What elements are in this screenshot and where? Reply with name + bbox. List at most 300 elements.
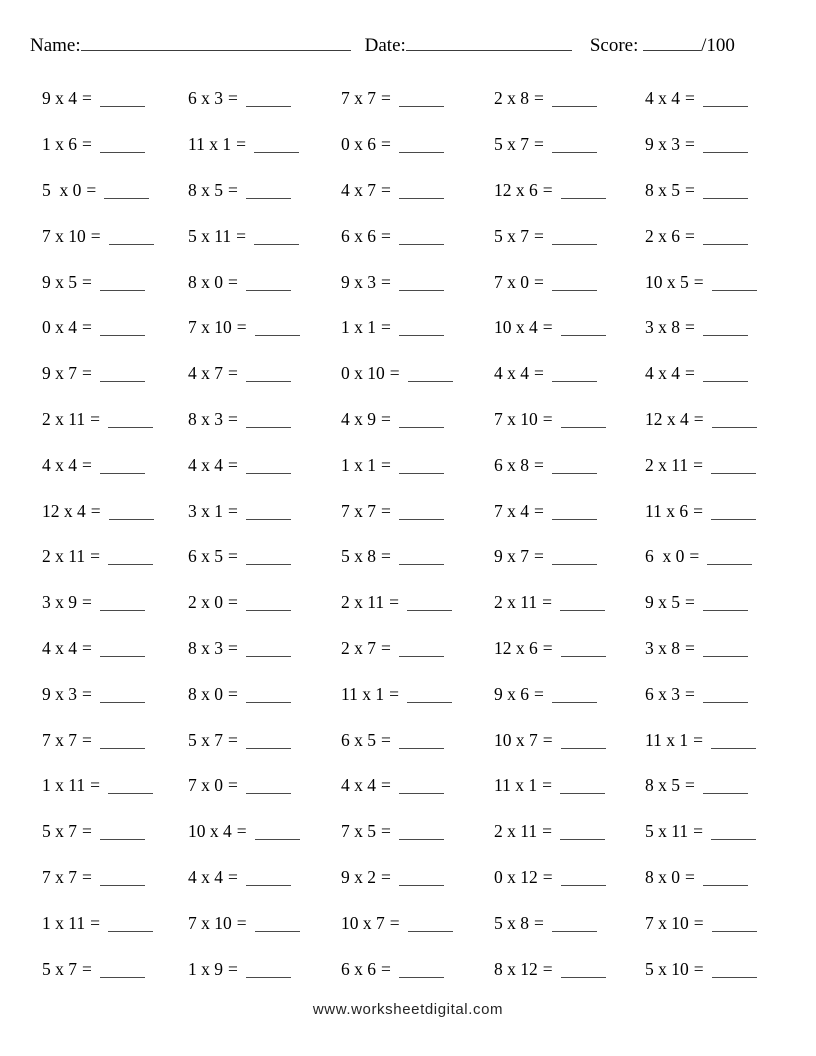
equals-sign: = bbox=[236, 225, 246, 246]
problem-text: 12 x 6 bbox=[494, 179, 538, 200]
equals-sign: = bbox=[685, 363, 695, 384]
answer-blank[interactable] bbox=[408, 368, 453, 382]
problem-text: 3 x 8 bbox=[645, 317, 680, 338]
equals-sign: = bbox=[693, 958, 704, 979]
equals-sign: = bbox=[542, 866, 553, 887]
problem-text: 10 x 7 bbox=[494, 729, 538, 750]
problem-text: 2 x 6 bbox=[645, 225, 680, 246]
problem-text: 7 x 7 bbox=[341, 88, 376, 109]
equals-sign: = bbox=[685, 179, 695, 200]
equals-sign: = bbox=[381, 775, 391, 796]
answer-blank[interactable] bbox=[100, 368, 145, 382]
answer-blank[interactable] bbox=[108, 780, 153, 794]
problem-text: 7 x 10 bbox=[188, 317, 232, 338]
answer-blank[interactable] bbox=[104, 185, 149, 199]
problem-text: 5 x 0 bbox=[42, 179, 82, 200]
equals-sign: = bbox=[534, 134, 544, 155]
answer-blank[interactable] bbox=[108, 414, 153, 428]
problem-text: 6 x 6 bbox=[341, 958, 376, 979]
answer-blank[interactable] bbox=[254, 231, 299, 245]
answer-blank[interactable] bbox=[254, 139, 299, 153]
problem-15-4 bbox=[494, 730, 645, 751]
equals-sign: = bbox=[542, 317, 553, 338]
problem-4-5 bbox=[645, 226, 786, 247]
name-field bbox=[30, 33, 351, 59]
equals-sign: = bbox=[389, 592, 399, 613]
problem-14-5 bbox=[645, 684, 786, 705]
problem-text: 3 x 9 bbox=[42, 592, 77, 613]
problem-1-3 bbox=[341, 88, 494, 109]
answer-blank[interactable] bbox=[100, 735, 145, 749]
answer-blank[interactable] bbox=[407, 689, 452, 703]
score-label: Score: bbox=[589, 35, 639, 56]
equals-sign: = bbox=[381, 225, 391, 246]
problem-6-1 bbox=[42, 317, 188, 338]
problem-7-2 bbox=[188, 363, 341, 384]
answer-blank[interactable] bbox=[703, 368, 748, 382]
problem-8-4 bbox=[494, 409, 645, 430]
problem-text: 7 x 10 bbox=[42, 225, 86, 246]
equals-sign: = bbox=[90, 546, 100, 567]
answer-blank[interactable] bbox=[108, 918, 153, 932]
answer-blank[interactable] bbox=[109, 231, 154, 245]
answer-blank[interactable] bbox=[712, 918, 757, 932]
answer-blank[interactable] bbox=[246, 551, 291, 565]
problem-16-4 bbox=[494, 775, 645, 796]
answer-blank[interactable] bbox=[561, 643, 606, 657]
answer-blank[interactable] bbox=[399, 322, 444, 336]
problem-text: 1 x 1 bbox=[341, 317, 376, 338]
equals-sign: = bbox=[228, 866, 238, 887]
answer-blank[interactable] bbox=[399, 139, 444, 153]
answer-blank[interactable] bbox=[561, 735, 606, 749]
equals-sign: = bbox=[82, 729, 92, 750]
answer-blank[interactable] bbox=[560, 826, 605, 840]
problem-text: 3 x 1 bbox=[188, 500, 223, 521]
answer-blank[interactable] bbox=[399, 277, 444, 291]
equals-sign: = bbox=[228, 546, 238, 567]
equals-sign: = bbox=[693, 408, 704, 429]
problem-17-1 bbox=[42, 821, 188, 842]
problem-20-5 bbox=[645, 959, 786, 980]
answer-blank[interactable] bbox=[246, 964, 291, 978]
problem-text: 12 x 4 bbox=[42, 500, 86, 521]
problem-6-4 bbox=[494, 317, 645, 338]
problem-3-4 bbox=[494, 180, 645, 201]
problem-text: 4 x 4 bbox=[188, 866, 223, 887]
equals-sign: = bbox=[82, 134, 92, 155]
equals-sign: = bbox=[90, 775, 100, 796]
problem-18-4 bbox=[494, 867, 645, 888]
problem-text: 5 x 11 bbox=[645, 821, 689, 842]
answer-blank[interactable] bbox=[703, 689, 748, 703]
problem-text: 1 x 9 bbox=[188, 958, 223, 979]
problem-11-5 bbox=[645, 546, 786, 567]
answer-blank[interactable] bbox=[408, 918, 453, 932]
problem-9-3 bbox=[341, 455, 494, 476]
equals-sign: = bbox=[82, 958, 92, 979]
equals-sign: = bbox=[542, 408, 553, 429]
answer-blank[interactable] bbox=[711, 826, 756, 840]
equals-sign: = bbox=[534, 912, 544, 933]
answer-blank[interactable] bbox=[246, 689, 291, 703]
answer-blank[interactable] bbox=[246, 93, 291, 107]
answer-blank[interactable] bbox=[707, 551, 752, 565]
problem-18-3 bbox=[341, 867, 494, 888]
problem-text: 4 x 4 bbox=[645, 363, 680, 384]
answer-blank[interactable] bbox=[246, 780, 291, 794]
date-field bbox=[365, 33, 572, 59]
problem-14-3 bbox=[341, 684, 494, 705]
problem-9-4 bbox=[494, 455, 645, 476]
problem-1-1 bbox=[42, 88, 188, 109]
answer-blank[interactable] bbox=[552, 139, 597, 153]
problem-text: 6 x 3 bbox=[645, 683, 680, 704]
equals-sign: = bbox=[685, 637, 695, 658]
answer-blank[interactable] bbox=[399, 735, 444, 749]
problem-14-4 bbox=[494, 684, 645, 705]
problem-text: 9 x 5 bbox=[42, 271, 77, 292]
problem-4-1 bbox=[42, 226, 188, 247]
equals-sign: = bbox=[381, 546, 391, 567]
problem-9-1 bbox=[42, 455, 188, 476]
answer-blank[interactable] bbox=[561, 872, 606, 886]
problem-text: 7 x 7 bbox=[42, 729, 77, 750]
problem-text: 4 x 7 bbox=[188, 363, 223, 384]
problem-7-1 bbox=[42, 363, 188, 384]
problem-text: 11 x 1 bbox=[645, 729, 689, 750]
equals-sign: = bbox=[534, 683, 544, 704]
answer-blank[interactable] bbox=[399, 826, 444, 840]
problem-text: 6 x 5 bbox=[188, 546, 223, 567]
website-url: www.worksheetdigital.com bbox=[312, 1000, 504, 1018]
equals-sign: = bbox=[82, 271, 92, 292]
score-blank[interactable] bbox=[643, 37, 701, 51]
answer-blank[interactable] bbox=[100, 826, 145, 840]
problem-text: 2 x 0 bbox=[188, 592, 223, 613]
problem-11-3 bbox=[341, 546, 494, 567]
answer-blank[interactable] bbox=[100, 872, 145, 886]
answer-blank[interactable] bbox=[711, 506, 756, 520]
answer-blank[interactable] bbox=[703, 231, 748, 245]
answer-blank[interactable] bbox=[703, 597, 748, 611]
answer-blank[interactable] bbox=[552, 551, 597, 565]
answer-blank[interactable] bbox=[712, 414, 757, 428]
equals-sign: = bbox=[82, 683, 92, 704]
problem-13-3 bbox=[341, 638, 494, 659]
problem-text: 10 x 5 bbox=[645, 271, 689, 292]
equals-sign: = bbox=[389, 912, 400, 933]
equals-sign: = bbox=[693, 500, 703, 521]
problem-18-5 bbox=[645, 867, 786, 888]
answer-blank[interactable] bbox=[703, 93, 748, 107]
problem-text: 5 x 7 bbox=[42, 821, 77, 842]
problem-12-4 bbox=[494, 592, 645, 613]
problem-9-2 bbox=[188, 455, 341, 476]
problem-text: 7 x 5 bbox=[341, 821, 376, 842]
problem-text: 9 x 3 bbox=[341, 271, 376, 292]
problem-3-2 bbox=[188, 180, 341, 201]
equals-sign: = bbox=[534, 546, 544, 567]
answer-blank[interactable] bbox=[255, 918, 300, 932]
answer-blank[interactable] bbox=[703, 185, 748, 199]
equals-sign: = bbox=[534, 225, 544, 246]
answer-blank[interactable] bbox=[561, 185, 606, 199]
equals-sign: = bbox=[381, 408, 391, 429]
answer-blank[interactable] bbox=[246, 597, 291, 611]
problem-text: 1 x 11 bbox=[42, 775, 86, 796]
equals-sign: = bbox=[542, 775, 552, 796]
answer-blank[interactable] bbox=[399, 551, 444, 565]
problem-text: 11 x 1 bbox=[341, 683, 385, 704]
answer-blank[interactable] bbox=[399, 964, 444, 978]
problem-text: 9 x 7 bbox=[42, 363, 77, 384]
answer-blank[interactable] bbox=[109, 506, 154, 520]
problem-12-3 bbox=[341, 592, 494, 613]
problem-text: 2 x 11 bbox=[645, 454, 689, 475]
problem-2-1 bbox=[42, 134, 188, 155]
problem-3-5 bbox=[645, 180, 786, 201]
answer-blank[interactable] bbox=[399, 414, 444, 428]
problem-text: 6 x 0 bbox=[645, 546, 685, 567]
problem-text: 11 x 1 bbox=[494, 775, 538, 796]
problem-text: 9 x 4 bbox=[42, 88, 77, 109]
answer-blank[interactable] bbox=[703, 643, 748, 657]
equals-sign: = bbox=[542, 821, 552, 842]
answer-blank[interactable] bbox=[399, 506, 444, 520]
problem-8-3 bbox=[341, 409, 494, 430]
problem-13-5 bbox=[645, 638, 786, 659]
answer-blank[interactable] bbox=[712, 277, 757, 291]
problem-text: 6 x 8 bbox=[494, 454, 529, 475]
problem-text: 0 x 4 bbox=[42, 317, 77, 338]
problem-6-2 bbox=[188, 317, 341, 338]
answer-blank[interactable] bbox=[561, 322, 606, 336]
answer-blank[interactable] bbox=[552, 231, 597, 245]
problem-text: 12 x 6 bbox=[494, 637, 538, 658]
problem-3-3 bbox=[341, 180, 494, 201]
problem-text: 8 x 0 bbox=[188, 683, 223, 704]
answer-blank[interactable] bbox=[711, 735, 756, 749]
problem-text: 6 x 5 bbox=[341, 729, 376, 750]
problem-18-2 bbox=[188, 867, 341, 888]
answer-blank[interactable] bbox=[399, 185, 444, 199]
problem-2-2 bbox=[188, 134, 341, 155]
equals-sign: = bbox=[685, 317, 695, 338]
problem-text: 9 x 7 bbox=[494, 546, 529, 567]
answer-blank[interactable] bbox=[560, 780, 605, 794]
equals-sign: = bbox=[381, 500, 391, 521]
equals-sign: = bbox=[381, 454, 391, 475]
problem-10-3 bbox=[341, 501, 494, 522]
equals-sign: = bbox=[693, 454, 703, 475]
name-label: Name: bbox=[30, 35, 81, 56]
problem-11-2 bbox=[188, 546, 341, 567]
equals-sign: = bbox=[90, 912, 100, 933]
problem-text: 10 x 4 bbox=[188, 821, 232, 842]
equals-sign: = bbox=[542, 179, 553, 200]
equals-sign: = bbox=[685, 134, 695, 155]
answer-blank[interactable] bbox=[246, 277, 291, 291]
problem-19-2 bbox=[188, 913, 341, 934]
answer-blank[interactable] bbox=[100, 139, 145, 153]
problem-4-2 bbox=[188, 226, 341, 247]
answer-blank[interactable] bbox=[255, 826, 300, 840]
answer-blank[interactable] bbox=[399, 93, 444, 107]
answer-blank[interactable] bbox=[552, 460, 597, 474]
problem-text: 1 x 11 bbox=[42, 912, 86, 933]
answer-blank[interactable] bbox=[246, 368, 291, 382]
answer-blank[interactable] bbox=[399, 872, 444, 886]
answer-blank[interactable] bbox=[246, 460, 291, 474]
equals-sign: = bbox=[228, 454, 238, 475]
problem-4-3 bbox=[341, 226, 494, 247]
answer-blank[interactable] bbox=[399, 460, 444, 474]
answer-blank[interactable] bbox=[399, 780, 444, 794]
answer-blank[interactable] bbox=[246, 872, 291, 886]
answer-blank[interactable] bbox=[712, 964, 757, 978]
equals-sign: = bbox=[90, 408, 100, 429]
answer-blank[interactable] bbox=[100, 322, 145, 336]
answer-blank[interactable] bbox=[561, 964, 606, 978]
problem-text: 6 x 6 bbox=[341, 225, 376, 246]
equals-sign: = bbox=[228, 500, 238, 521]
equals-sign: = bbox=[381, 88, 391, 109]
answer-blank[interactable] bbox=[246, 414, 291, 428]
equals-sign: = bbox=[689, 546, 700, 567]
equals-sign: = bbox=[381, 179, 391, 200]
problem-text: 1 x 1 bbox=[341, 454, 376, 475]
answer-blank[interactable] bbox=[246, 735, 291, 749]
answer-blank[interactable] bbox=[100, 689, 145, 703]
equals-sign: = bbox=[228, 179, 238, 200]
answer-blank[interactable] bbox=[711, 460, 756, 474]
problem-10-5 bbox=[645, 501, 786, 522]
answer-blank[interactable] bbox=[703, 872, 748, 886]
problem-17-4 bbox=[494, 821, 645, 842]
problem-11-1 bbox=[42, 546, 188, 567]
problem-10-1 bbox=[42, 501, 188, 522]
name-blank[interactable] bbox=[81, 37, 351, 51]
problem-1-5 bbox=[645, 88, 786, 109]
problem-text: 5 x 7 bbox=[494, 134, 529, 155]
answer-blank[interactable] bbox=[407, 597, 452, 611]
problem-text: 2 x 11 bbox=[42, 546, 86, 567]
problem-text: 0 x 12 bbox=[494, 866, 538, 887]
problem-8-2 bbox=[188, 409, 341, 430]
equals-sign: = bbox=[534, 88, 544, 109]
equals-sign: = bbox=[228, 408, 238, 429]
answer-blank[interactable] bbox=[255, 322, 300, 336]
worksheet-header bbox=[30, 33, 786, 59]
problem-text: 8 x 0 bbox=[645, 866, 680, 887]
problem-5-2 bbox=[188, 272, 341, 293]
problem-text: 5 x 7 bbox=[42, 958, 77, 979]
answer-blank[interactable] bbox=[561, 414, 606, 428]
answer-blank[interactable] bbox=[100, 93, 145, 107]
problem-17-3 bbox=[341, 821, 494, 842]
problem-20-2 bbox=[188, 959, 341, 980]
problem-text: 11 x 1 bbox=[188, 134, 232, 155]
equals-sign: = bbox=[685, 866, 695, 887]
equals-sign: = bbox=[534, 500, 544, 521]
problem-text: 8 x 5 bbox=[188, 179, 223, 200]
answer-blank[interactable] bbox=[246, 506, 291, 520]
answer-blank[interactable] bbox=[399, 231, 444, 245]
problem-9-5 bbox=[645, 455, 786, 476]
answer-blank[interactable] bbox=[552, 368, 597, 382]
problem-text: 4 x 7 bbox=[341, 179, 376, 200]
answer-blank[interactable] bbox=[246, 643, 291, 657]
problem-text: 3 x 8 bbox=[645, 637, 680, 658]
problem-15-3 bbox=[341, 730, 494, 751]
answer-blank[interactable] bbox=[552, 918, 597, 932]
problem-3-1 bbox=[42, 180, 188, 201]
equals-sign: = bbox=[685, 592, 695, 613]
problem-text: 7 x 7 bbox=[42, 866, 77, 887]
answer-blank[interactable] bbox=[100, 964, 145, 978]
answer-blank[interactable] bbox=[552, 93, 597, 107]
problem-text: 5 x 11 bbox=[188, 225, 232, 246]
answer-blank[interactable] bbox=[100, 643, 145, 657]
answer-blank[interactable] bbox=[246, 185, 291, 199]
equals-sign: = bbox=[542, 729, 553, 750]
equals-sign: = bbox=[693, 729, 703, 750]
answer-blank[interactable] bbox=[100, 597, 145, 611]
equals-sign: = bbox=[86, 179, 97, 200]
equals-sign: = bbox=[381, 637, 391, 658]
problem-8-1 bbox=[42, 409, 188, 430]
answer-blank[interactable] bbox=[100, 277, 145, 291]
problem-6-5 bbox=[645, 317, 786, 338]
equals-sign: = bbox=[693, 912, 704, 933]
answer-blank[interactable] bbox=[552, 506, 597, 520]
answer-blank[interactable] bbox=[552, 689, 597, 703]
problem-16-2 bbox=[188, 775, 341, 796]
equals-sign: = bbox=[542, 958, 553, 979]
problem-text: 5 x 8 bbox=[494, 912, 529, 933]
equals-sign: = bbox=[381, 271, 391, 292]
problem-14-1 bbox=[42, 684, 188, 705]
answer-blank[interactable] bbox=[100, 460, 145, 474]
equals-sign: = bbox=[236, 821, 247, 842]
problem-12-5 bbox=[645, 592, 786, 613]
problem-text: 7 x 0 bbox=[188, 775, 223, 796]
problem-text: 8 x 5 bbox=[645, 179, 680, 200]
problem-6-3 bbox=[341, 317, 494, 338]
equals-sign: = bbox=[82, 866, 92, 887]
date-blank[interactable] bbox=[406, 37, 572, 51]
answer-blank[interactable] bbox=[703, 139, 748, 153]
answer-blank[interactable] bbox=[108, 551, 153, 565]
answer-blank[interactable] bbox=[703, 322, 748, 336]
equals-sign: = bbox=[236, 912, 247, 933]
equals-sign: = bbox=[228, 637, 238, 658]
equals-sign: = bbox=[228, 958, 238, 979]
problem-text: 2 x 11 bbox=[42, 408, 86, 429]
answer-blank[interactable] bbox=[552, 277, 597, 291]
equals-sign: = bbox=[381, 821, 391, 842]
problem-text: 7 x 10 bbox=[645, 912, 689, 933]
score-total: /100 bbox=[701, 35, 735, 56]
problems-grid bbox=[42, 76, 786, 992]
answer-blank[interactable] bbox=[399, 643, 444, 657]
answer-blank[interactable] bbox=[560, 597, 605, 611]
problem-text: 4 x 4 bbox=[645, 88, 680, 109]
equals-sign: = bbox=[82, 88, 92, 109]
equals-sign: = bbox=[82, 454, 92, 475]
answer-blank[interactable] bbox=[703, 780, 748, 794]
